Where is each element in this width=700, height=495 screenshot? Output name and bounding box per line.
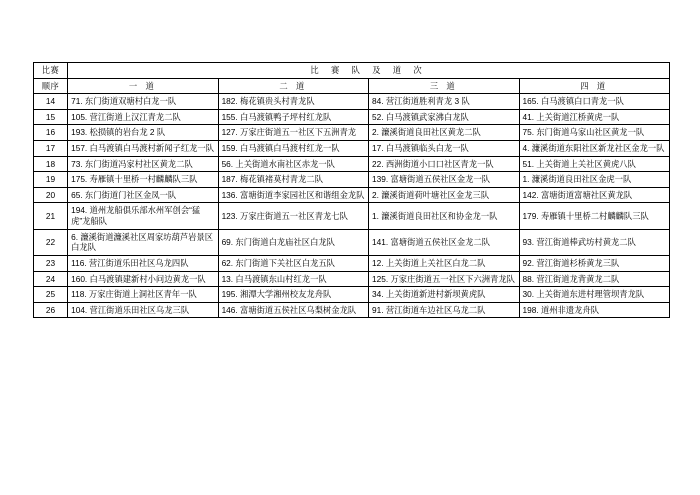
row-lane-1: 175. 寿雁镇十里桥一村麟麟队三队 [68, 172, 218, 188]
row-lane-2: 155. 白马渡镇鸭子坪村红龙队 [218, 109, 368, 125]
row-lane-3: 2. 濂溪街道荷叶塘社区金龙三队 [369, 187, 519, 203]
row-lane-1: 116. 营江街道乐田社区乌龙四队 [68, 255, 218, 271]
row-lane-4: 4. 濂溪街道东阳社区新龙社区金龙一队 [519, 141, 670, 157]
row-lane-4: 179. 寿雁镇十里桥二村麟麟队三队 [519, 203, 670, 229]
row-lane-3: 84. 营江街道胜利青龙 3 队 [369, 94, 519, 110]
row-lane-1: 105. 营江街道上汉江青龙二队 [68, 109, 218, 125]
header-lane-3: 三 道 [369, 78, 519, 94]
row-order: 22 [34, 229, 68, 255]
row-lane-1: 65. 东门街道门社区金凤一队 [68, 187, 218, 203]
race-schedule-table [33, 62, 670, 318]
row-lane-4: 165. 白马渡镇白口青龙一队 [519, 94, 670, 110]
row-order: 18 [34, 156, 68, 172]
table-row [34, 255, 670, 271]
row-lane-4: 92. 营江街道杉桥黄龙三队 [519, 255, 670, 271]
table-row [34, 125, 670, 141]
row-lane-2: 62. 东门街道下关社区白龙五队 [218, 255, 368, 271]
row-lane-2: 182. 梅花镇贵头村青龙队 [218, 94, 368, 110]
row-lane-4: 41. 上关街道江桥黄虎一队 [519, 109, 670, 125]
row-lane-1: 118. 万家庄街道上洞社区青年一队 [68, 287, 218, 303]
table-header-row-lanes [34, 78, 670, 94]
table-row [34, 156, 670, 172]
row-lane-1: 6. 濂溪街道濂溪社区周家坊葫芦岩景区白龙队 [68, 229, 218, 255]
table-row [34, 203, 670, 229]
header-order-line2: 顺序 [34, 78, 68, 94]
row-lane-3: 34. 上关街道新进村新坝黄虎队 [369, 287, 519, 303]
row-lane-3: 141. 富塘街道五侯社区金龙二队 [369, 229, 519, 255]
header-order-line1: 比赛 [34, 63, 68, 79]
row-lane-3: 17. 白马渡镇临头白龙一队 [369, 141, 519, 157]
row-lane-3: 52. 白马渡镇武家沸白龙队 [369, 109, 519, 125]
row-order: 16 [34, 125, 68, 141]
row-order: 20 [34, 187, 68, 203]
row-lane-2: 127. 万家庄街道五一社区下五洲青龙 [218, 125, 368, 141]
row-order: 24 [34, 271, 68, 287]
row-lane-1: 160. 白马渡镇建新村小问边黄龙一队 [68, 271, 218, 287]
table-row [34, 271, 670, 287]
row-lane-3: 12. 上关街道上关社区白龙二队 [369, 255, 519, 271]
row-lane-4: 198. 道州非遗龙舟队 [519, 302, 670, 318]
row-order: 23 [34, 255, 68, 271]
row-lane-2: 136. 富塘街道李家园社区和谐组金龙队 [218, 187, 368, 203]
row-lane-2: 56. 上关街道水南社区赤龙一队 [218, 156, 368, 172]
row-lane-1: 73. 东门街道冯家村社区黄龙二队 [68, 156, 218, 172]
row-order: 26 [34, 302, 68, 318]
row-lane-4: 93. 营江街道棒武坊村黄龙二队 [519, 229, 670, 255]
row-lane-3: 91. 营江街道车边社区乌龙二队 [369, 302, 519, 318]
row-lane-4: 30. 上关街道东进村理管坝青龙队 [519, 287, 670, 303]
table-header [34, 63, 670, 94]
row-order: 25 [34, 287, 68, 303]
row-order: 17 [34, 141, 68, 157]
table-row [34, 187, 670, 203]
row-lane-2: 13. 白马渡镇东山村红龙一队 [218, 271, 368, 287]
row-order: 19 [34, 172, 68, 188]
row-lane-2: 187. 梅花镇褚莫村青龙二队 [218, 172, 368, 188]
row-lane-1: 193. 松损镇的岩台龙 2 队 [68, 125, 218, 141]
table-row [34, 109, 670, 125]
table-body [34, 94, 670, 318]
header-title: 比 赛 队 及 道 次 [68, 63, 670, 79]
row-lane-3: 139. 富塘街道五侯社区金龙一队 [369, 172, 519, 188]
table-row [34, 287, 670, 303]
row-lane-4: 142. 富塘街道富塘社区黄龙队 [519, 187, 670, 203]
table-row [34, 172, 670, 188]
row-lane-1: 157. 白马渡镇白马渡村新闻子红龙一队 [68, 141, 218, 157]
row-order: 21 [34, 203, 68, 229]
table-row [34, 141, 670, 157]
row-lane-3: 125. 万家庄街道五一社区下六洲青龙队 [369, 271, 519, 287]
row-lane-4: 51. 上关街道上关社区黄虎八队 [519, 156, 670, 172]
row-lane-3: 2. 濂溪街道良田社区黄龙二队 [369, 125, 519, 141]
row-order: 14 [34, 94, 68, 110]
header-lane-4: 四 道 [519, 78, 670, 94]
row-lane-1: 104. 营江街道乐田社区乌龙三队 [68, 302, 218, 318]
row-lane-1: 71. 东门街道双塘村白龙一队 [68, 94, 218, 110]
row-order: 15 [34, 109, 68, 125]
header-lane-1: 一 道 [68, 78, 218, 94]
row-lane-2: 146. 富塘街道五侯社区乌梨树金龙队 [218, 302, 368, 318]
row-lane-4: 1. 濂溪街道良田社区金虎一队 [519, 172, 670, 188]
table-row [34, 94, 670, 110]
row-lane-2: 123. 万家庄街道五一社区青龙七队 [218, 203, 368, 229]
table-header-row-title [34, 63, 670, 79]
table-row [34, 229, 670, 255]
table-row [34, 302, 670, 318]
row-lane-1: 194. 道州龙船俱乐部水州军创会“猛虎”龙船队 [68, 203, 218, 229]
row-lane-3: 22. 西洲街道小口口社区青龙一队 [369, 156, 519, 172]
row-lane-3: 1. 濂溪街道良田社区和协金龙一队 [369, 203, 519, 229]
row-lane-2: 159. 白马渡镇白马渡村红龙一队 [218, 141, 368, 157]
header-lane-2: 二 道 [218, 78, 368, 94]
row-lane-4: 75. 东门街道乌家山社区黄龙一队 [519, 125, 670, 141]
row-lane-2: 195. 湘潭大学湘州校友龙舟队 [218, 287, 368, 303]
row-lane-2: 69. 东门街道白龙庙社区白龙队 [218, 229, 368, 255]
row-lane-4: 88. 营江街道龙背黄龙二队 [519, 271, 670, 287]
